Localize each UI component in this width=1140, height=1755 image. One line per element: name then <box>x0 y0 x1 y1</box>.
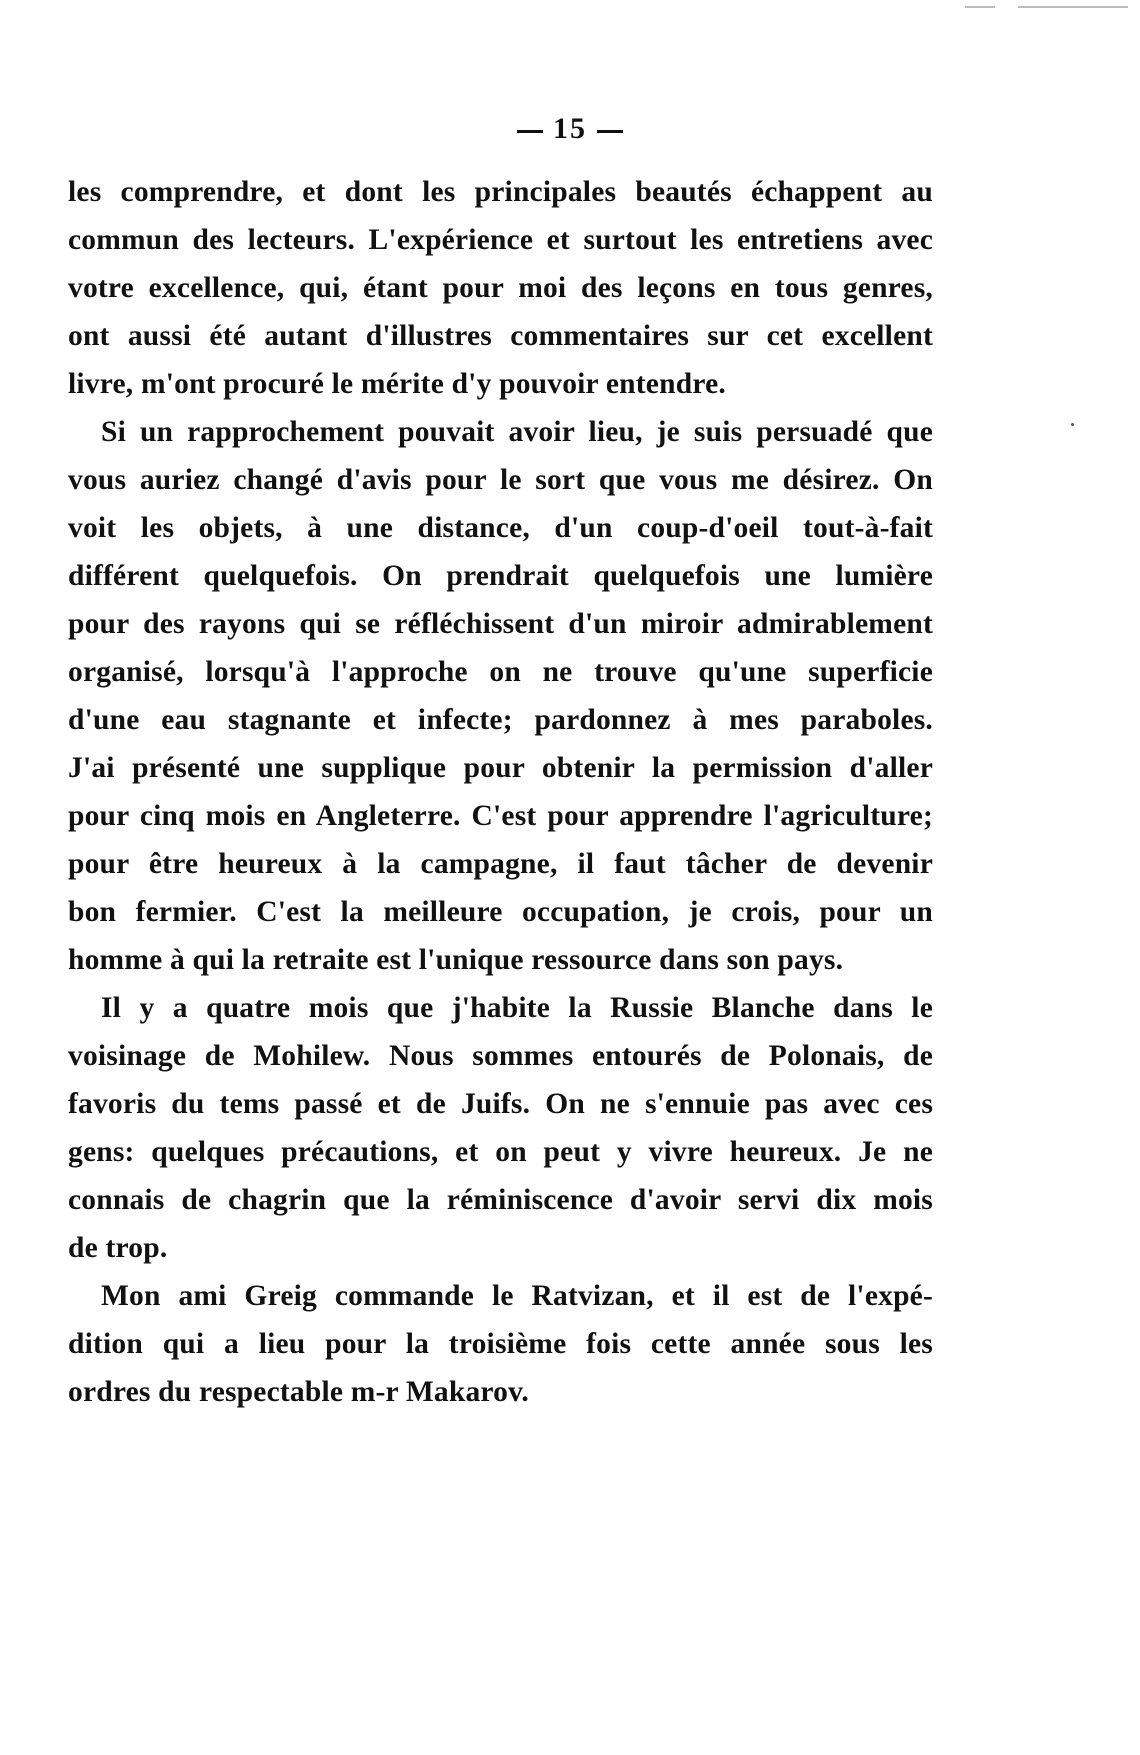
text-line: favoris du tems passé et de Juifs. On ne s'ennuie pas avec ces <box>68 1088 933 1120</box>
page-number <box>0 112 1140 146</box>
text-line: organisé, lorsqu'à l'approche on ne trouve qu'une superficie <box>68 656 933 688</box>
text-line: pour cinq mois en Angleterre. C'est pour apprendre l'agriculture; <box>68 800 933 832</box>
text-line: commun des lecteurs. L'expérience et surtout les entretiens avec <box>68 224 933 256</box>
text-line: voisinage de Mohilew. Nous sommes entourés de Polonais, de <box>68 1040 933 1072</box>
scan-edge-rule <box>965 6 995 8</box>
text-line: bon fermier. C'est la meilleure occupation, je crois, pour un <box>68 896 933 928</box>
text-line: livre, m'ont procuré le mérite d'y pouvoir entendre. <box>68 368 726 400</box>
folio-dash-left <box>517 130 543 133</box>
scan-speck <box>1071 423 1074 426</box>
text-line: Il y a quatre mois que j'habite la Russie Blanche dans le <box>101 992 933 1024</box>
text-line: J'ai présenté une supplique pour obtenir la permission d'aller <box>68 752 933 784</box>
scan-edge-rule <box>1018 6 1128 8</box>
text-line: les comprendre, et dont les principales beautés échappent au <box>68 176 933 208</box>
text-line: ordres du respectable m-r Makarov. <box>68 1376 530 1408</box>
text-line: différent quelquefois. On prendrait quelquefois une lumière <box>68 560 933 592</box>
text-line: vous auriez changé d'avis pour le sort que vous me désirez. On <box>68 464 933 496</box>
text-line: ont aussi été autant d'illustres commentaires sur cet excellent <box>68 320 933 352</box>
page-number-value: 15 <box>553 112 587 145</box>
text-line: homme à qui la retraite est l'unique ressource dans son pays. <box>68 944 844 976</box>
text-line: pour être heureux à la campagne, il faut tâcher de devenir <box>68 848 933 880</box>
text-line: Mon ami Greig commande le Ratvizan, et il est de l'expé- <box>101 1280 933 1312</box>
text-line: dition qui a lieu pour la troisième fois cette année sous les <box>68 1328 933 1360</box>
text-line: gens: quelques précautions, et on peut y vivre heureux. Je ne <box>68 1136 933 1168</box>
body-text <box>68 168 933 1416</box>
text-line: Si un rapprochement pouvait avoir lieu, je suis persuadé que <box>101 416 933 448</box>
text-line: pour des rayons qui se réfléchissent d'un miroir admirablement <box>68 608 933 640</box>
text-line: de trop. <box>68 1232 168 1264</box>
text-line: connais de chagrin que la réminiscence d'avoir servi dix mois <box>68 1184 933 1216</box>
text-line: d'une eau stagnante et infecte; pardonnez à mes paraboles. <box>68 704 933 736</box>
text-line: votre excellence, qui, étant pour moi des leçons en tous genres, <box>68 272 933 304</box>
text-line: voit les objets, à une distance, d'un coup-d'oeil tout-à-fait <box>68 512 933 544</box>
folio-dash-right <box>597 130 623 133</box>
